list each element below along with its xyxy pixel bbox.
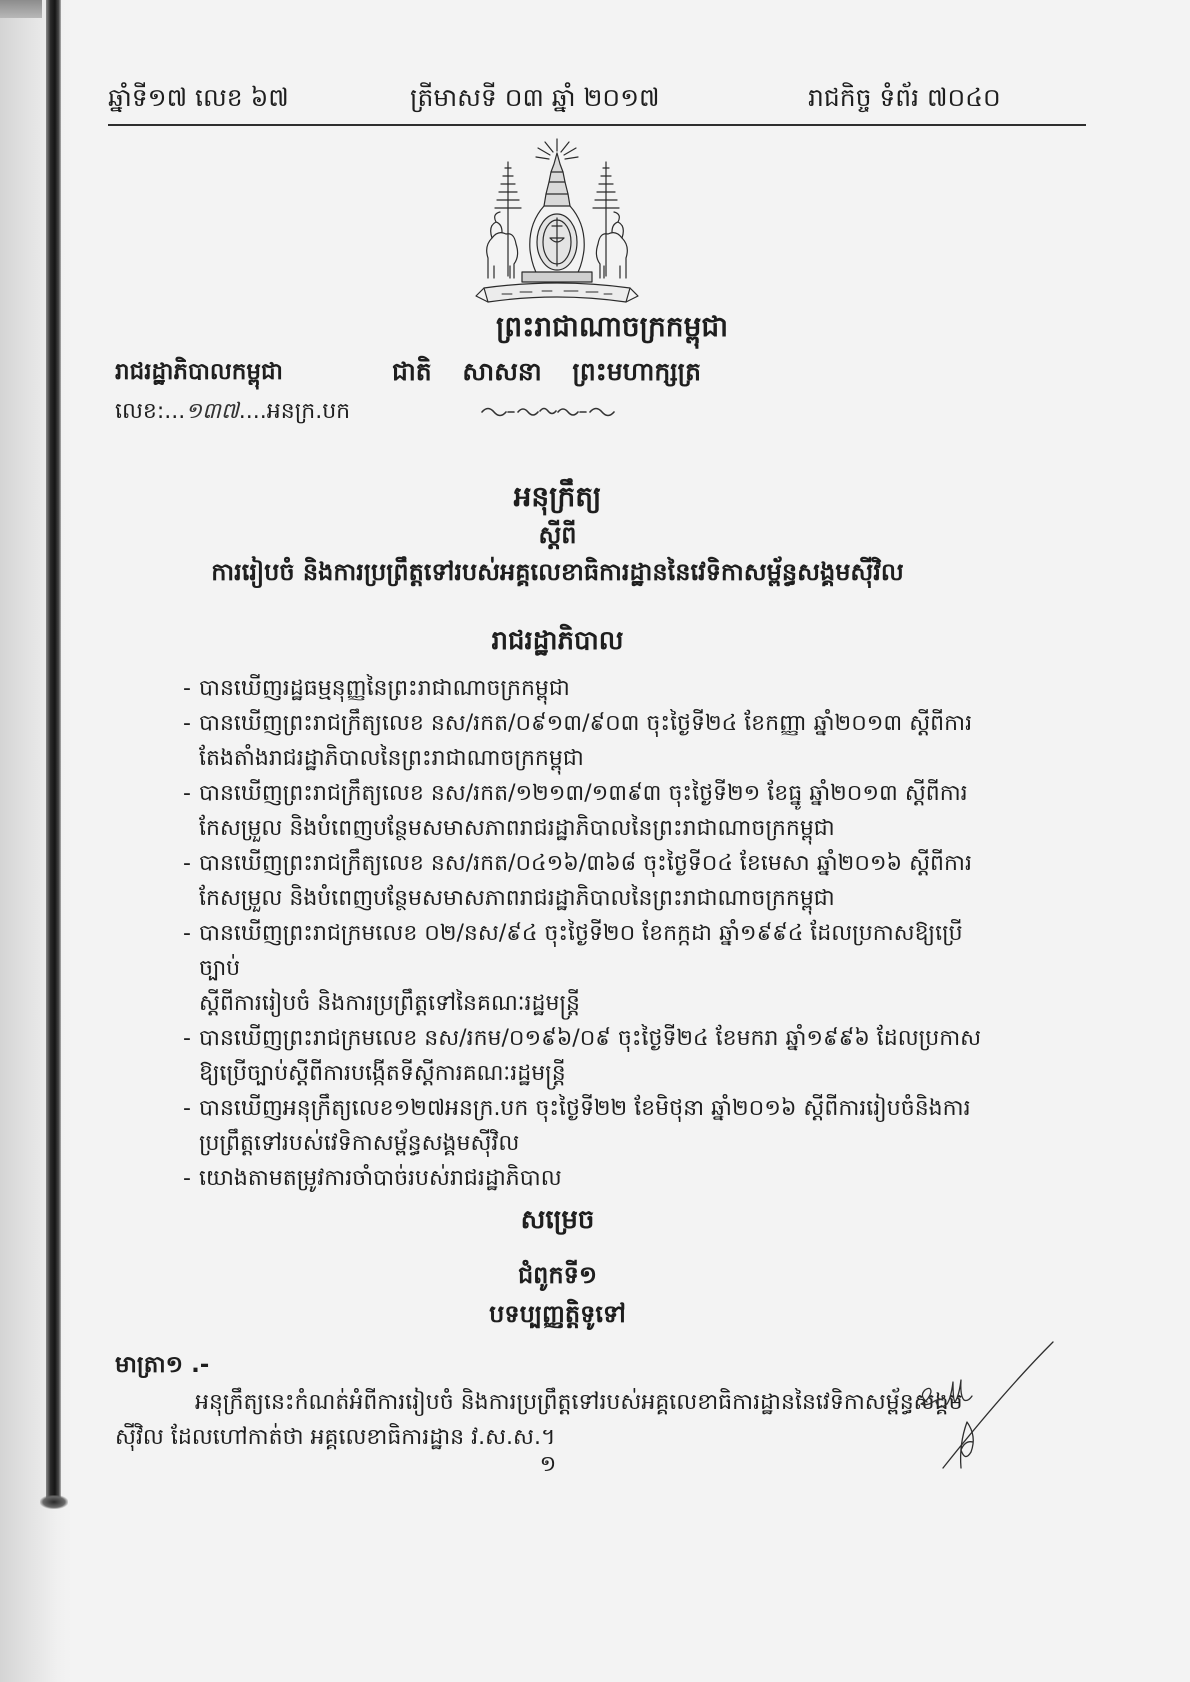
list-marker: - <box>183 1166 191 1191</box>
preamble-item <box>183 776 1000 846</box>
header-quarter: ត្រីមាសទី ០៣ ឆ្នាំ ២០១៧ <box>410 83 660 112</box>
page-number: ១ <box>539 1452 557 1477</box>
list-marker: - <box>183 781 191 806</box>
article-text-line: អនុក្រឹត្យនេះកំណត់អំពីការរៀបចំ និងការប្រព្រឹត្តទៅរបស់អគ្គលេខាធិការដ្ឋាននៃវេទិកាសម្ព័ន្ធសង្គម <box>195 1390 963 1415</box>
document-number-prefix: លេខ:... <box>115 399 186 424</box>
scan-edge-shadow <box>0 0 72 1682</box>
list-marker: - <box>183 851 191 876</box>
preamble-item-line: បានឃើញរដ្ឋធម្មនុញ្ញនៃព្រះរាជាណាចក្រកម្ពុជា <box>199 676 570 701</box>
preamble-item-line: បានឃើញអនុក្រឹត្យលេខ១២៧អនក្រ.បក ចុះថ្ងៃទី២២ ខែមិថុនា ឆ្នាំ២០១៦ ស្តីពីការរៀបចំនិងការ <box>199 1096 971 1121</box>
list-marker: - <box>183 711 191 736</box>
national-motto: ជាតិ សាសនា ព្រះមហាក្សត្រ <box>392 357 701 386</box>
header-issue: ឆ្នាំទី១៧ លេខ ៦៧ <box>108 83 289 112</box>
preamble-item <box>183 1021 1000 1091</box>
list-marker: - <box>183 676 191 701</box>
preamble-item-line: ឱ្យប្រើច្បាប់ស្តីពីការបង្កើតទីស្តីការគណៈរដ្ឋមន្ត្រី <box>199 1061 566 1086</box>
preamble-item-line: ស្តីពីការរៀបចំ និងការប្រព្រឹត្តទៅនៃគណៈរដ្ឋមន្ត្រី <box>199 991 580 1016</box>
document-about: ស្តីពី <box>538 521 577 549</box>
document-number-handwritten: ១៣៧ <box>185 399 239 424</box>
preamble-item-line: ប្រព្រឹត្តទៅរបស់វេទិកាសម្ព័ន្ធសង្គមស៊ីវិល <box>199 1131 520 1156</box>
document-subject: ការរៀបចំ និងការប្រព្រឹត្តទៅរបស់អគ្គលេខាធិការដ្ឋាននៃវេទិកាសម្ព័ន្ធសង្គមស៊ីវិល <box>211 558 904 586</box>
preamble-item <box>183 916 1000 1021</box>
document-body <box>115 477 1000 1455</box>
preamble-item <box>183 1091 1000 1161</box>
preamble-list <box>183 671 1000 1196</box>
article-text-line: ស៊ីវិល ដែលហៅកាត់ថា អគ្គលេខាធិការដ្ឋាន វ.ស.ស.។ <box>115 1425 556 1450</box>
scan-binding-tail <box>40 1495 68 1509</box>
lion-right <box>596 212 627 278</box>
preamble-item-line: យោងតាមតម្រូវការចាំបាច់របស់រាជរដ្ឋាភិបាល <box>199 1166 562 1191</box>
preamble-heading: រាជរដ្ឋាភិបាល <box>491 626 624 656</box>
preamble-item-line: បានឃើញព្រះរាជក្រមលេខ ០២/នស/៩៤ ចុះថ្ងៃទី២០ ខែកក្កដា ឆ្នាំ១៩៩៤ ដែលប្រកាសឱ្យប្រើច្បាប់ <box>199 921 963 981</box>
chapter-number: ជំពូកទី១ <box>517 1261 598 1289</box>
preamble-item-line: បានឃើញព្រះរាជក្រឹត្យលេខ នស/រកត/០៤១៦/៣៦៨ ចុះថ្ងៃទី០៤ ខែមេសា ឆ្នាំ២០១៦ ស្តីពីការ <box>199 851 972 876</box>
ornament-divider-icon <box>478 403 618 419</box>
preamble-item <box>183 671 1000 706</box>
list-marker: - <box>183 1096 191 1121</box>
kingdom-title: ព្រះរាជាណាចក្រកម្ពុជា <box>495 310 728 343</box>
lion-left <box>487 212 518 278</box>
preamble-item <box>183 706 1000 776</box>
chapter-title: បទប្បញ្ញត្តិទូទៅ <box>489 1300 626 1328</box>
handwritten-signature-icon <box>905 1330 1080 1475</box>
article-label: មាត្រា១ .- <box>115 1352 210 1378</box>
list-marker: - <box>183 921 191 946</box>
header-rule <box>108 124 1086 126</box>
article-text <box>115 1385 1000 1455</box>
scan-binding-line <box>46 0 61 1505</box>
document-number <box>115 392 350 432</box>
preamble-item-line: បានឃើញព្រះរាជក្រឹត្យលេខ នស/រកត/០៩១៣/៩០៣ ចុះថ្ងៃទី២៤ ខែកញ្ញា ឆ្នាំ២០១៣ ស្តីពីការ <box>199 711 973 736</box>
preamble-item-line: បានឃើញព្រះរាជក្រឹត្យលេខ នស/រកត/១២១៣/១៣៩៣ ចុះថ្ងៃទី២១ ខែធ្នូ ឆ្នាំ២០១៣ ស្តីពីការ <box>199 781 968 806</box>
list-marker: - <box>183 1026 191 1051</box>
preamble-item <box>183 1161 1000 1196</box>
preamble-item-line: បានឃើញព្រះរាជក្រមលេខ នស/រកម/០១៩៦/០៩ ចុះថ្ងៃទី២៤ ខែមករា ឆ្នាំ១៩៩៦ ដែលប្រកាស <box>199 1026 982 1051</box>
document-number-suffix: ....អនក្រ.បក <box>238 399 351 424</box>
document-type: អនុក្រឹត្យ <box>513 480 602 513</box>
preamble-item-line: តែងតាំងរាជរដ្ឋាភិបាលនៃព្រះរាជាណាចក្រកម្ពុជា <box>199 746 584 771</box>
scan-corner-shadow <box>0 0 42 18</box>
royal-coat-of-arms-icon <box>472 138 642 310</box>
preamble-item-line: កែសម្រួល និងបំពេញបន្ថែមសមាសភាពរាជរដ្ឋាភិបាលនៃព្រះរាជាណាចក្រកម្ពុជា <box>199 886 835 911</box>
issuer-name: រាជរដ្ឋាភិបាលកម្ពុជា <box>115 359 283 385</box>
preamble-item <box>183 846 1000 916</box>
preamble-item-line: កែសម្រួល និងបំពេញបន្ថែមសមាសភាពរាជរដ្ឋាភិបាលនៃព្រះរាជាណាចក្រកម្ពុជា <box>199 816 835 841</box>
header-page-ref: រាជកិច្ច ទំព័រ ៧០៤០ <box>808 83 1001 112</box>
decision-heading: សម្រេច <box>520 1205 595 1235</box>
